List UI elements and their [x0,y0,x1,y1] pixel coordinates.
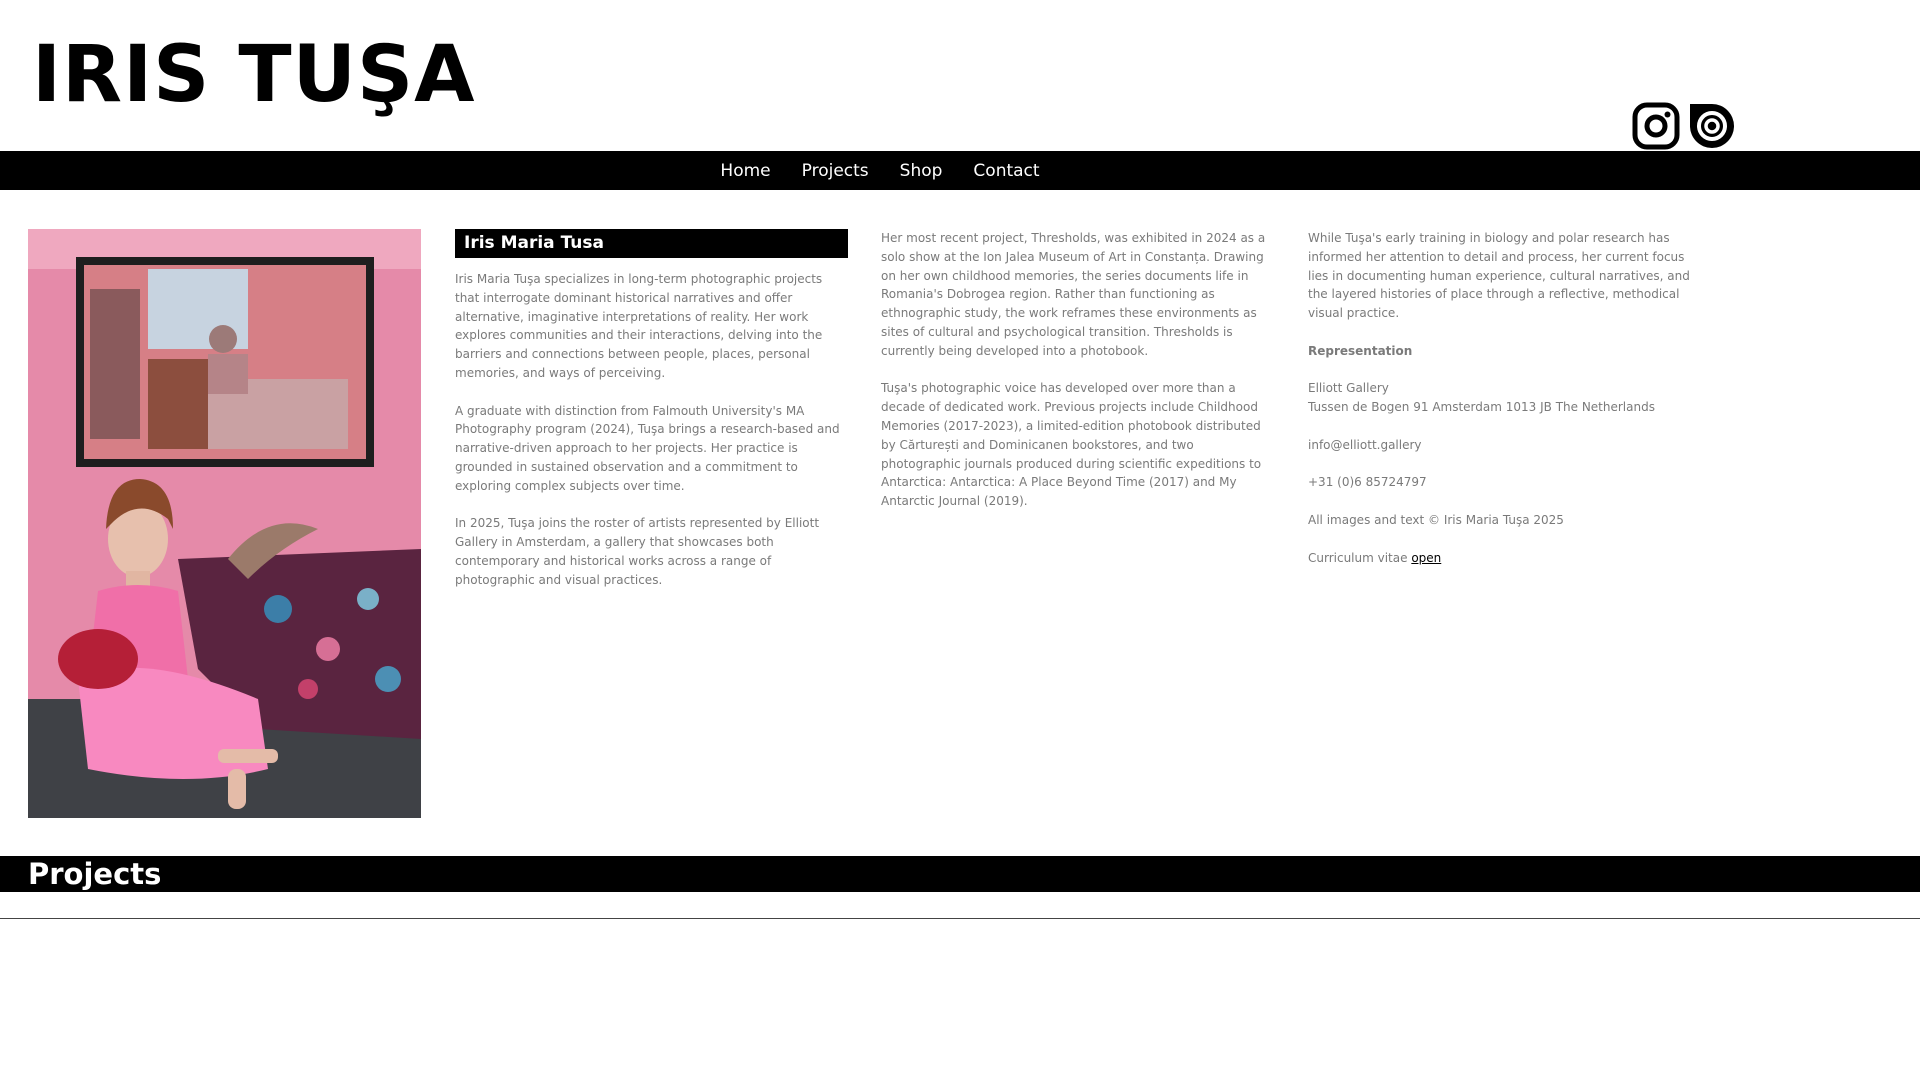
bio-paragraph: A graduate with distinction from Falmouth University's MA Photography program (2024), Tuşa brings a research-based and narrative-driven approach to her projects. Her practice is grounded in sustained observation and a commitment to exploring complex subjects over time. [455,403,840,493]
bio-column-2 [881,229,1274,530]
portrait-photo [28,229,421,818]
copyright-text: All images and text © Iris Maria Tuşa 2025 [1308,512,1564,527]
gallery-name: Elliott Gallery [1308,381,1389,396]
bio-paragraph: Her most recent project, Thresholds, was exhibited in 2024 as a solo show at the Ion Jalea Museum of Art in Constanța. Drawing on her own childhood memories, the series documents life in Romania's Dobrogea region. Rather than functioning as ethnographic study, the work reframes these environments as sites of cultural and psychological transition. Thresholds is currently being developed into a photobook. [881,231,1266,358]
gallery-email: info@elliott.gallery [1308,437,1422,452]
instagram-icon[interactable] [1632,102,1680,150]
projects-heading: Projects [28,857,162,891]
main-nav [0,151,1920,190]
artist-name-heading: Iris Maria Tusa [455,229,848,258]
cv-line [1308,549,1701,568]
nav-home[interactable]: Home [720,160,771,181]
section-divider [0,918,1920,919]
nav-shop[interactable]: Shop [899,160,943,181]
nav-contact[interactable]: Contact [973,160,1040,181]
nav-projects[interactable]: Projects [801,160,869,181]
cv-open-link[interactable]: open [1411,550,1442,565]
gallery-address: Tussen de Bogen 91 Amsterdam 1013 JB The Netherlands [1308,400,1655,415]
site-title[interactable]: IRIS TUŞA [32,30,476,120]
bio-paragraph: Iris Maria Tuşa specializes in long-term photographic projects that interrogate dominant historical narratives and offer alternative, imaginative interpretations of reality. Her work explores communities and their interactions, delving into the barriers and connections between people, places, personal memories, and ways of perceiving. [455,272,823,380]
issuu-icon[interactable] [1688,102,1736,150]
artist-portrait [28,229,421,818]
gallery-phone: +31 (0)6 85724797 [1308,475,1427,490]
bio-column-1 [455,229,848,608]
cv-label: Curriculum vitae [1308,550,1412,565]
bio-paragraph: While Tuşa's early training in biology and polar research has informed her attention to detail and process, her current focus lies in documenting human experience, cultural narratives, and the layered histories of place through a reflective, methodical visual practice. [1308,231,1690,321]
bio-column-3 [1308,229,1701,586]
bio-paragraph: Tuşa's photographic voice has developed over more than a decade of dedicated work. Previous projects include Childhood Memories (2017-2023), a limited-edition photobook distributed by Cărturești and Dominicanen bookstores, and two photographic journals produced during scientific expeditions to Antarctica: Antarctica: A Place Beyond Time (2017) and My Antarctic Journal (2019). [881,381,1262,509]
social-links [1632,102,1736,150]
bio-paragraph: In 2025, Tuşa joins the roster of artists represented by Elliott Gallery in Amsterdam, a gallery that showcases both contemporary and historical works across a range of photographic and visual practices. [455,516,820,587]
representation-heading: Representation [1308,343,1413,358]
projects-section-bar [0,856,1920,892]
